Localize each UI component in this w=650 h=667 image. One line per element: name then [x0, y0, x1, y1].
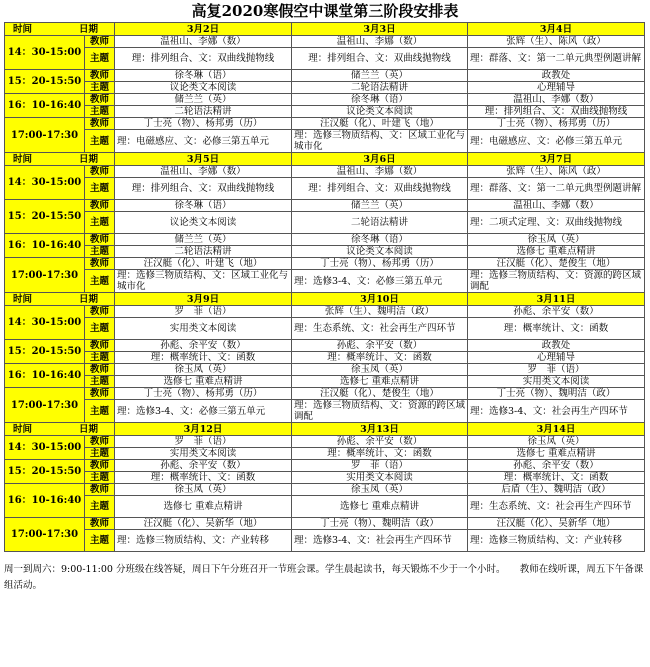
- date-header: 3月5日: [115, 153, 292, 166]
- topic-label: 主题: [85, 106, 115, 118]
- topic-cell: 选修七 重难点精讲: [292, 376, 468, 388]
- topic-cell: 二轮语法精讲: [292, 212, 468, 234]
- week-header-row: [5, 423, 645, 436]
- topic-row: [5, 376, 645, 388]
- teacher-row: [5, 436, 645, 448]
- teacher-label: 教师: [85, 388, 115, 400]
- time-slot: 17:00-17:30: [5, 258, 85, 293]
- teacher-label: 教师: [85, 200, 115, 212]
- teacher-cell: 徐玉凤（英）: [468, 436, 645, 448]
- teacher-row: [5, 306, 645, 318]
- topic-row: [5, 448, 645, 460]
- topic-row: [5, 318, 645, 340]
- teacher-cell: 温祖山、李娜（数）: [468, 200, 645, 212]
- teacher-row: [5, 460, 645, 472]
- time-slot: 15：20-15:50: [5, 70, 85, 94]
- date-header-label: 日期: [78, 293, 98, 305]
- teacher-cell: 孙彪、余平安（数）: [468, 460, 645, 472]
- time-date-header: [5, 153, 115, 166]
- teacher-cell: 徐玉凤（英）: [292, 364, 468, 376]
- topic-row: [5, 472, 645, 484]
- topic-cell: 理：概率统计、文：函数: [115, 472, 292, 484]
- topic-cell: 实用类文本阅读: [468, 376, 645, 388]
- topic-cell: 理：选修三物质结构、文：区域工业化与城市化: [292, 130, 468, 153]
- teacher-cell: 罗 菲（语）: [115, 306, 292, 318]
- date-header: 3月9日: [115, 293, 292, 306]
- teacher-cell: 罗 菲（语）: [115, 436, 292, 448]
- topic-cell: 二轮语法精讲: [115, 246, 292, 258]
- topic-row: [5, 352, 645, 364]
- topic-cell: 理：概率统计、文：函数: [468, 318, 645, 340]
- teacher-cell: 储兰兰（英）: [292, 70, 468, 82]
- teacher-row: [5, 364, 645, 376]
- topic-cell: 实用类文本阅读: [292, 472, 468, 484]
- topic-label: 主题: [85, 82, 115, 94]
- topic-cell: 理：排列组合、文：双曲线抛物线: [292, 48, 468, 70]
- time-slot: 15：20-15:50: [5, 200, 85, 234]
- topic-row: [5, 270, 645, 293]
- time-header-label: 时间: [13, 23, 33, 35]
- date-header-label: 日期: [78, 153, 98, 165]
- time-header-label: 时间: [13, 423, 33, 435]
- topic-label: 主题: [85, 212, 115, 234]
- time-slot: 16：10-16:40: [5, 234, 85, 258]
- date-header: 3月7日: [468, 153, 645, 166]
- teacher-cell: 孙彪、余平安（数）: [115, 460, 292, 472]
- teacher-row: [5, 388, 645, 400]
- teacher-cell: 汪汉艇（化）、叶建飞（地）: [292, 118, 468, 130]
- teacher-cell: 孙彪、余平安（数）: [292, 340, 468, 352]
- teacher-label: 教师: [85, 460, 115, 472]
- teacher-cell: 孙彪、余平安（数）: [292, 436, 468, 448]
- date-header: 3月6日: [292, 153, 468, 166]
- date-header: 3月3日: [292, 23, 468, 36]
- topic-cell: 理：群落、文：第一二单元典型例题讲解: [468, 178, 645, 200]
- topic-cell: 理：电磁感应、文：必修三第五单元: [468, 130, 645, 153]
- time-header-label: 时间: [13, 293, 33, 305]
- topic-label: 主题: [85, 400, 115, 423]
- topic-row: [5, 106, 645, 118]
- topic-row: [5, 212, 645, 234]
- time-date-header: [5, 293, 115, 306]
- teacher-cell: 丁士亮（物）、杨邦勇（历）: [115, 118, 292, 130]
- date-header: 3月14日: [468, 423, 645, 436]
- topic-cell: 理：概率统计、文：函数: [115, 352, 292, 364]
- teacher-cell: 徐玉凤（英）: [292, 484, 468, 496]
- teacher-row: [5, 166, 645, 178]
- topic-cell: 理：选修3-4、文：必修三第五单元: [292, 270, 468, 293]
- time-date-header: [5, 23, 115, 36]
- topic-cell: 实用类文本阅读: [115, 318, 292, 340]
- teacher-row: [5, 36, 645, 48]
- week-header-row: [5, 23, 645, 36]
- topic-label: 主题: [85, 178, 115, 200]
- teacher-label: 教师: [85, 484, 115, 496]
- topic-cell: 议论类文本阅读: [292, 106, 468, 118]
- teacher-label: 教师: [85, 166, 115, 178]
- topic-cell: 理：选修三物质结构、文：资源的跨区域调配: [468, 270, 645, 293]
- teacher-label: 教师: [85, 518, 115, 530]
- time-slot: 14：30-15:00: [5, 36, 85, 70]
- topic-label: 主题: [85, 376, 115, 388]
- teacher-cell: 张辉（生）、陈风（政）: [468, 36, 645, 48]
- topic-row: [5, 82, 645, 94]
- teacher-cell: 徐冬琳（语）: [115, 70, 292, 82]
- teacher-cell: 徐冬琳（语）: [292, 234, 468, 246]
- topic-cell: 理：电磁感应、文：必修三第五单元: [115, 130, 292, 153]
- teacher-cell: 丁士亮（物）、魏明洁（政）: [468, 388, 645, 400]
- topic-cell: 理：排列组合、文：双曲线抛物线: [292, 178, 468, 200]
- teacher-row: [5, 94, 645, 106]
- topic-label: 主题: [85, 48, 115, 70]
- time-slot: 16：10-16:40: [5, 484, 85, 518]
- topic-cell: 理：生态系统、文：社会再生产四环节: [292, 318, 468, 340]
- topic-cell: 理：选修三物质结构、文：产业转移: [468, 530, 645, 552]
- topic-cell: 理：二项式定理、文：双曲线抛物线: [468, 212, 645, 234]
- time-slot: 14：30-15:00: [5, 166, 85, 200]
- topic-label: 主题: [85, 318, 115, 340]
- teacher-row: [5, 340, 645, 352]
- topic-cell: 选修七 重难点精讲: [468, 448, 645, 460]
- topic-label: 主题: [85, 530, 115, 552]
- teacher-row: [5, 118, 645, 130]
- topic-row: [5, 400, 645, 423]
- topic-cell: 理：选修3-4、文：社会再生产四环节: [292, 530, 468, 552]
- date-header: 3月11日: [468, 293, 645, 306]
- teacher-row: [5, 200, 645, 212]
- teacher-cell: 汪汉艇（化）、楚俊生（地）: [468, 258, 645, 270]
- topic-cell: 实用类文本阅读: [115, 448, 292, 460]
- teacher-label: 教师: [85, 118, 115, 130]
- teacher-row: [5, 258, 645, 270]
- teacher-label: 教师: [85, 436, 115, 448]
- teacher-cell: 张辉（生）、陈风（政）: [468, 166, 645, 178]
- teacher-cell: 温祖山、李娜（数）: [115, 36, 292, 48]
- teacher-row: [5, 484, 645, 496]
- topic-cell: 心理辅导: [468, 352, 645, 364]
- teacher-row: [5, 70, 645, 82]
- teacher-cell: 丁士亮（物）、杨邦勇（历）: [115, 388, 292, 400]
- topic-label: 主题: [85, 270, 115, 293]
- teacher-cell: 徐冬琳（语）: [292, 94, 468, 106]
- teacher-label: 教师: [85, 258, 115, 270]
- teacher-cell: 徐玉凤（英）: [468, 234, 645, 246]
- teacher-label: 教师: [85, 234, 115, 246]
- topic-cell: 理：排列组合、文：双曲线抛物线: [115, 48, 292, 70]
- teacher-cell: 汪汉艇（化）、楚俊生（地）: [292, 388, 468, 400]
- week-header-row: [5, 293, 645, 306]
- teacher-cell: 温祖山、李娜（数）: [292, 36, 468, 48]
- date-header: 3月12日: [115, 423, 292, 436]
- teacher-cell: 储兰兰（英）: [115, 94, 292, 106]
- teacher-cell: 徐玉凤（英）: [115, 364, 292, 376]
- topic-cell: 议论类文本阅读: [115, 82, 292, 94]
- topic-cell: 理：选修三物质结构、文：产业转移: [115, 530, 292, 552]
- time-slot: 15：20-15:50: [5, 460, 85, 484]
- topic-cell: 理：选修三物质结构、文：资源的跨区域调配: [292, 400, 468, 423]
- teacher-cell: 储兰兰（英）: [115, 234, 292, 246]
- teacher-label: 教师: [85, 70, 115, 82]
- topic-label: 主题: [85, 448, 115, 460]
- topic-cell: 选修七 重难点精讲: [115, 496, 292, 518]
- topic-cell: 理：选修3-4、文：必修三第五单元: [115, 400, 292, 423]
- time-slot: 15：20-15:50: [5, 340, 85, 364]
- topic-row: [5, 178, 645, 200]
- teacher-cell: 政教处: [468, 340, 645, 352]
- time-slot: 17:00-17:30: [5, 118, 85, 153]
- topic-label: 主题: [85, 130, 115, 153]
- topic-cell: 议论类文本阅读: [292, 246, 468, 258]
- teacher-cell: 温祖山、李娜（数）: [292, 166, 468, 178]
- teacher-cell: 汪汉艇（化）、吴新华（地）: [468, 518, 645, 530]
- date-header-label: 日期: [78, 423, 98, 435]
- topic-label: 主题: [85, 246, 115, 258]
- time-slot: 16：10-16:40: [5, 364, 85, 388]
- footer-note: 周一到周六：9:00-11:00 分班级在线答疑，周日下午分班召开一节班会课。学生晨起读书，每天锻炼不少于一个小时。 教师在线听课，周五下午备课组活动。: [4, 564, 644, 591]
- topic-row: [5, 530, 645, 552]
- time-date-header: [5, 423, 115, 436]
- teacher-cell: 徐玉凤（英）: [115, 484, 292, 496]
- topic-cell: 理：排列组合、文：双曲线抛物线: [115, 178, 292, 200]
- teacher-label: 教师: [85, 94, 115, 106]
- teacher-cell: 罗 菲（语）: [292, 460, 468, 472]
- time-slot: 14：30-15:00: [5, 306, 85, 340]
- teacher-cell: 徐冬琳（语）: [115, 200, 292, 212]
- teacher-cell: 汪汉艇（化）、吴新华（地）: [115, 518, 292, 530]
- teacher-cell: 丁士亮（物）、杨邦勇（历）: [468, 118, 645, 130]
- topic-cell: 选修七 重难点精讲: [115, 376, 292, 388]
- teacher-cell: 张辉（生）、魏明洁（政）: [292, 306, 468, 318]
- teacher-cell: 温祖山、李娜（数）: [468, 94, 645, 106]
- topic-cell: 二轮语法精讲: [115, 106, 292, 118]
- teacher-cell: 丁士亮（物）、魏明洁（政）: [292, 518, 468, 530]
- topic-label: 主题: [85, 352, 115, 364]
- teacher-cell: 储兰兰（英）: [292, 200, 468, 212]
- schedule-table: [4, 22, 645, 552]
- topic-cell: 选修七 重难点精讲: [292, 496, 468, 518]
- teacher-cell: 温祖山、李娜（数）: [115, 166, 292, 178]
- topic-row: [5, 48, 645, 70]
- topic-cell: 二轮语法精讲: [292, 82, 468, 94]
- topic-cell: 理：概率统计、文：函数: [292, 352, 468, 364]
- teacher-cell: 政教处: [468, 70, 645, 82]
- topic-cell: 理：概率统计、文：函数: [468, 472, 645, 484]
- teacher-cell: 丁士亮（物）、杨邦勇（历）: [292, 258, 468, 270]
- week-header-row: [5, 153, 645, 166]
- time-header-label: 时间: [13, 153, 33, 165]
- date-header: 3月2日: [115, 23, 292, 36]
- teacher-row: [5, 234, 645, 246]
- date-header: 3月4日: [468, 23, 645, 36]
- date-header: 3月13日: [292, 423, 468, 436]
- teacher-cell: 后盾（生）、魏明洁（政）: [468, 484, 645, 496]
- teacher-cell: 罗 菲（语）: [468, 364, 645, 376]
- teacher-label: 教师: [85, 306, 115, 318]
- teacher-label: 教师: [85, 36, 115, 48]
- teacher-label: 教师: [85, 364, 115, 376]
- topic-row: [5, 130, 645, 153]
- date-header: 3月10日: [292, 293, 468, 306]
- time-slot: 14：30-15:00: [5, 436, 85, 460]
- teacher-cell: 汪汉艇（化）、叶建飞（地）: [115, 258, 292, 270]
- topic-cell: 理：群落、文：第一二单元典型例题讲解: [468, 48, 645, 70]
- topic-row: [5, 246, 645, 258]
- topic-cell: 理：选修3-4、文：社会再生产四环节: [468, 400, 645, 423]
- topic-cell: 选修七 重难点精讲: [468, 246, 645, 258]
- time-slot: 17:00-17:30: [5, 518, 85, 552]
- topic-cell: 理：概率统计、文：函数: [292, 448, 468, 460]
- topic-cell: 理：选修三物质结构、文：区域工业化与城市化: [115, 270, 292, 293]
- date-header-label: 日期: [78, 23, 98, 35]
- topic-label: 主题: [85, 472, 115, 484]
- teacher-label: 教师: [85, 340, 115, 352]
- teacher-row: [5, 518, 645, 530]
- time-slot: 16：10-16:40: [5, 94, 85, 118]
- teacher-cell: 孙彪、余平安（数）: [115, 340, 292, 352]
- teacher-cell: 孙彪、余平安（数）: [468, 306, 645, 318]
- topic-row: [5, 496, 645, 518]
- topic-cell: 理：排列组合、文：双曲线抛物线: [468, 106, 645, 118]
- topic-cell: 心理辅导: [468, 82, 645, 94]
- time-slot: 17:00-17:30: [5, 388, 85, 423]
- page-title: 高复2020寒假空中课堂第三阶段安排表: [191, 2, 459, 20]
- topic-cell: 理：生态系统、文：社会再生产四环节: [468, 496, 645, 518]
- topic-cell: 议论类文本阅读: [115, 212, 292, 234]
- topic-label: 主题: [85, 496, 115, 518]
